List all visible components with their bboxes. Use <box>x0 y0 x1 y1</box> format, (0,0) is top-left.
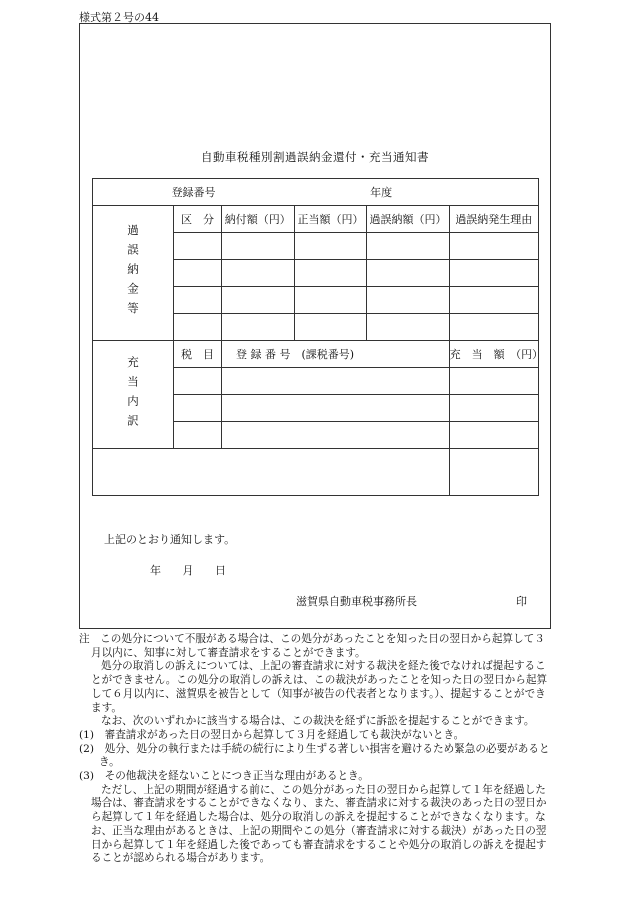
note-intro: 注 この処分について不服がある場合は、この処分があったことを知った日の翌日から起算して３月以内に、知事に対して審査請求をすることができます。 <box>79 633 545 659</box>
note-paragraph: 処分の取消しの訴えについては、上記の審査請求に対する裁決を経た後でなければ提起することができません。この処分の取消しの訴えは、この裁決があったことを知った日の翌日から起算して６月以内に、滋賀県を被告として（知事が被告の代表者となります。）、提起することができます。 <box>91 660 548 714</box>
seal-mark: 印 <box>516 595 527 608</box>
note-item: (2) 処分、処分の執行または手続の続行により生ずる著しい損害を避けるため緊急の必要があるとき。 <box>79 742 550 769</box>
date-line: 年 月 日 <box>150 564 226 577</box>
note-item: (1) 審査請求があった日の翌日から起算して３月を経過しても裁決がないとき。 <box>79 728 465 741</box>
allocation-header-amount: 充 当 額 （円） <box>449 341 538 368</box>
document-title: 自動車税種別割過誤納金還付・充当通知書 <box>201 150 429 164</box>
office-name: 滋賀県自動車税事務所長 <box>296 595 417 608</box>
allocation-section-cell <box>93 341 174 449</box>
refund-header: 区 分 <box>174 206 222 233</box>
refund-section-label: 過誤納金等 <box>126 224 140 322</box>
note-paragraph: ただし、上記の期間が経過する前に、この処分があった日の翌日から起算して１年を経過した場合は、審査請求をすることができなくなり、また、審査請求に対する裁決のあった日の翌日から起算して１年を経過した場合は、処分の取消しの訴えを提起することができなくなります。なお、正当な理由があるときは、上記の期間やこの処分（審査請求に対する裁決）があった日の翌日から起算して１年を経過した後であっても審査請求をすることや処分の取消しの訴えを提起することが認められる場合があります。 <box>91 783 547 865</box>
refund-header: 納付額（円） <box>221 206 294 233</box>
allocation-header-item: 税 目 <box>174 341 222 368</box>
year-label-cell <box>294 179 538 206</box>
note-paragraph: なお、次のいずれかに該当する場合は、この裁決を経ずに訴訟を提起することができます。 <box>101 715 535 728</box>
notes-section <box>79 633 554 866</box>
refund-header: 過誤納発生理由 <box>449 206 538 233</box>
year-label: 年度 <box>370 186 393 199</box>
refund-header: 正当額（円） <box>294 206 367 233</box>
note-item: (3) その他裁決を経ないことにつき正当な理由があるとき。 <box>79 770 369 783</box>
refund-table <box>92 178 544 496</box>
reg-number-label-cell <box>93 179 295 206</box>
refund-header: 過誤納額（円） <box>367 206 449 233</box>
refund-section-cell <box>93 206 174 341</box>
reg-number-label: 登録番号 <box>171 186 216 199</box>
allocation-header-number: 登 録 番 号 (課税番号) <box>221 341 449 368</box>
table-row <box>93 449 539 496</box>
allocation-section-label: 充当内訳 <box>126 355 140 434</box>
notice-text: 上記のとおり通知します。 <box>104 533 236 546</box>
form-number: 様式第２号の44 <box>79 11 159 24</box>
